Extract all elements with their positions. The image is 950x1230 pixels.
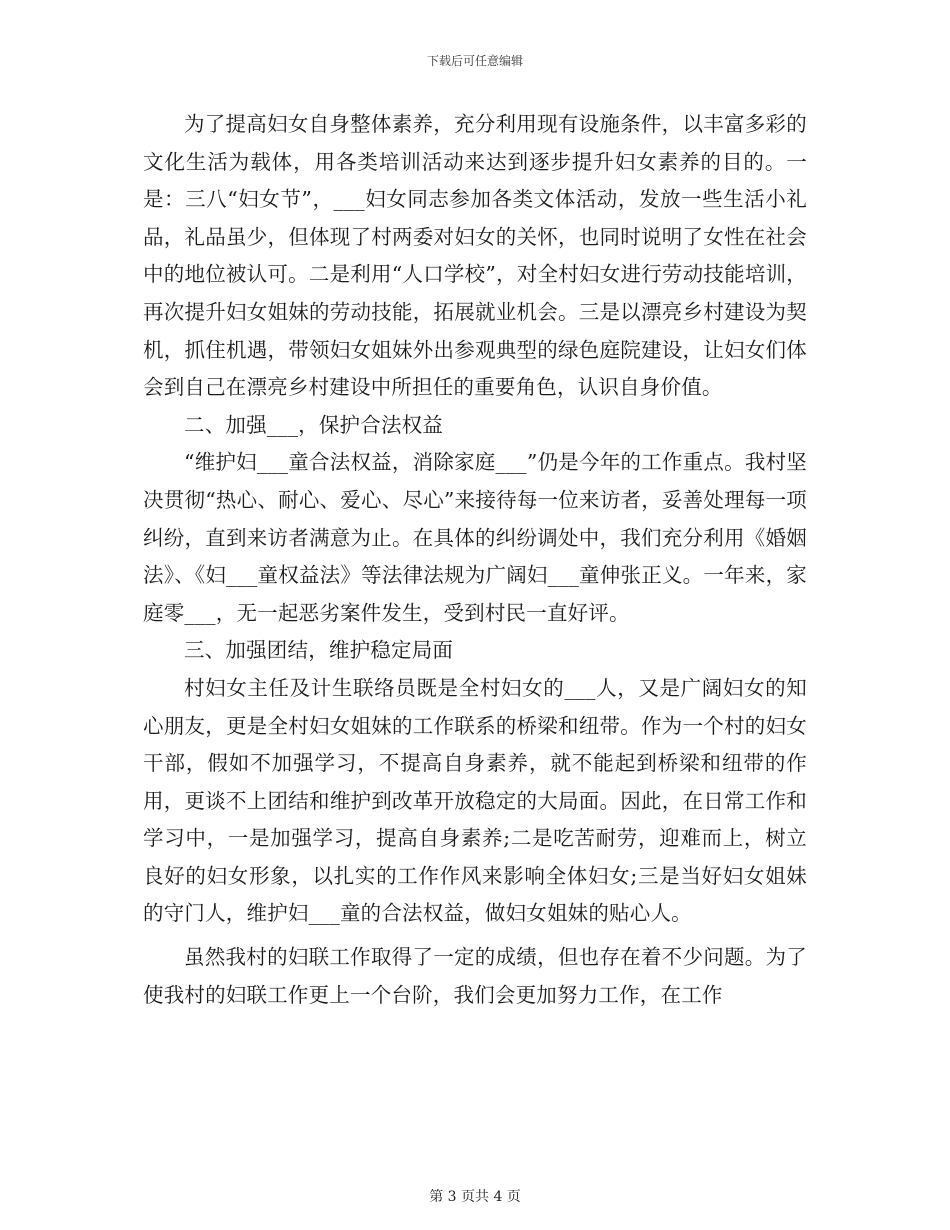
paragraph-conclusion: 虽然我村的妇联工作取得了一定的成绩，但也存在着不少问题。为了使我村的妇联工作更上一个台阶，我们会更加努力工作，在工作 (143, 945, 807, 1007)
section-heading-unity: 三、加强团结，维护稳定局面 (184, 638, 454, 663)
section-heading-rights: 二、加强___，保护合法权益 (184, 412, 444, 437)
paragraph-training: 为了提高妇女自身整体素养，充分利用现有设施条件，以丰富多彩的文化生活为载体，用各类培训活动来达到逐步提升妇女素养的目的。一是：三八“妇女节”，___妇女同志参加各类文体活动，发放一些生活小礼品，礼品虽少，但体现了村两委对妇女的关怀，也同时说明了女性在社会中的地位被认可。二是利用“人口学校”，对全村妇女进行劳动技能培训，再次提升妇女姐妹的劳动技能，拓展就业机会。三是以漂亮乡村建设为契机，抓住机遇，带领妇女姐妹外出参观典型的绿色庭院建设，让妇女们体会到自己在漂亮乡村建设中所担任的重要角色，认识自身价值。 (143, 112, 807, 400)
paragraph-rights: “维护妇___童合法权益，消除家庭___”仍是今年的工作重点。我村坚决贯彻“热心、耐心、爱心、尽心”来接待每一位来访者，妥善处理每一项纠纷，直到来访者满意为止。在具体的纠纷调处中，我们充分利用《婚姻法》、《妇___童权益法》等法律法规为广阔妇___童伸张正义。一年来，家庭零___，无一起恶劣案件发生，受到村民一直好评。 (143, 450, 807, 625)
page-header: 下载后可任意编辑 (426, 54, 523, 68)
document-body (143, 106, 807, 1014)
paragraph-unity: 村妇女主任及计生联络员既是全村妇女的___人，又是广阔妇女的知心朋友，更是全村妇女姐妹的工作联系的桥梁和纽带。作为一个村的妇女干部，假如不加强学习，不提高自身素养，就不能起到桥梁和纽带的作用，更谈不上团结和维护到改革开放稳定的大局面。因此，在日常工作和学习中，一是加强学习，提高自身素养;二是吃苦耐劳，迎难而上，树立良好的妇女形象，以扎实的工作作风来影响全体妇女;三是当好妇女姐妹的守门人，维护妇___童的合法权益，做妇女姐妹的贴心人。 (143, 675, 807, 926)
page-number: 第 3 页共 4 页 (429, 1189, 521, 1205)
